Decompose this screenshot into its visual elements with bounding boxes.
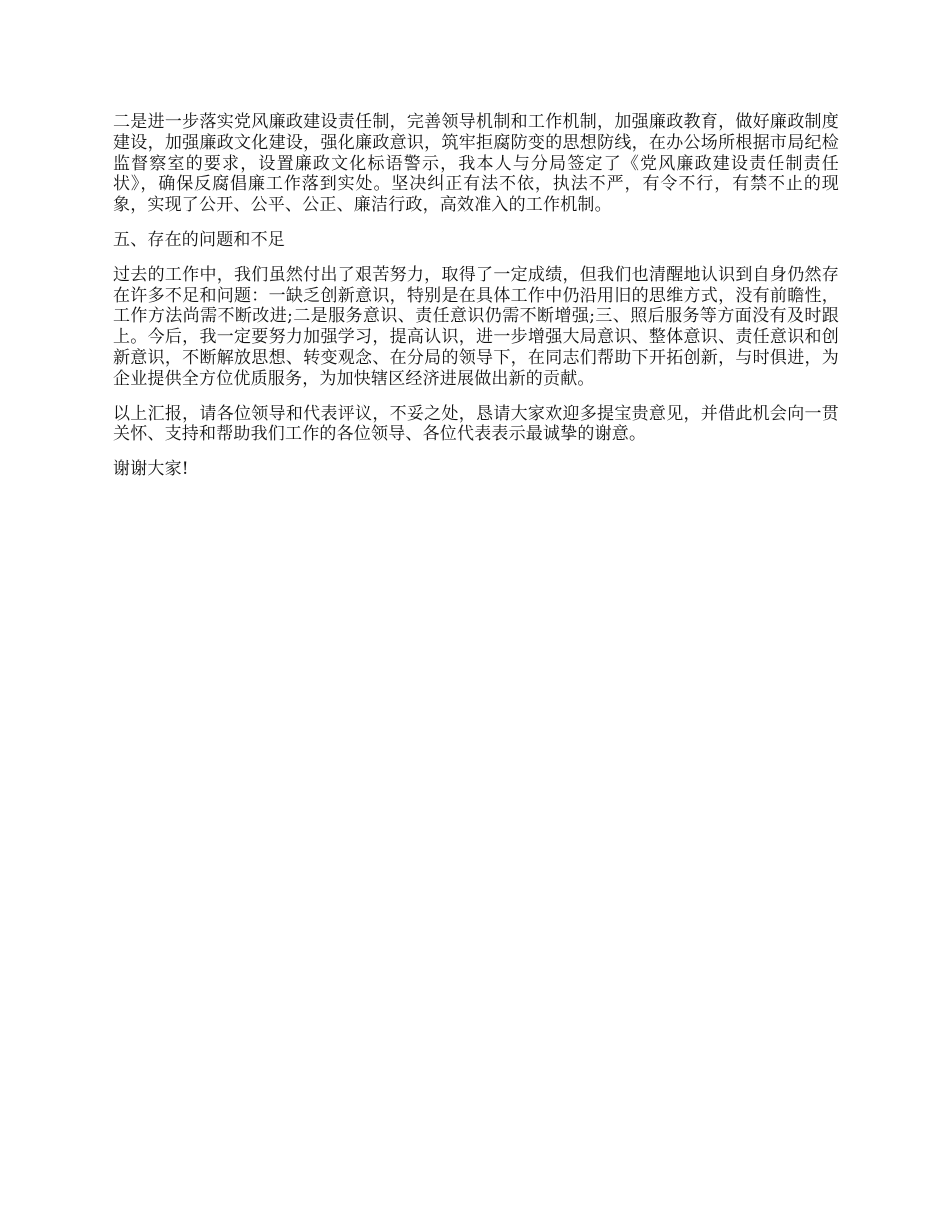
section-heading-problems: 五、存在的问题和不足 [113, 229, 285, 250]
closing-thanks: 谢谢大家! [113, 459, 189, 480]
paragraph-shortcomings: 过去的工作中，我们虽然付出了艰苦努力，取得了一定成绩，但我们也清醒地认识到自身仍然存在许多不足和问题：一缺乏创新意识，特别是在具体工作中仍沿用旧的思维方式，没有前瞻性，工作方法尚需不断改进;二是服务意识、责任意识仍需不断增强;三、照后服务等方面没有及时跟上。今后，我一定要努力加强学习，提高认识，进一步增强大局意识、整体意识、责任意识和创新意识，不断解放思想、转变观念、在分局的领导下，在同志们帮助下开拓创新，与时俱进，为企业提供全方位优质服务，为加快辖区经济进展做出新的贡献。 [113, 264, 839, 389]
paragraph-responsibility-system: 二是进一步落实党风廉政建设责任制，完善领导机制和工作机制，加强廉政教育，做好廉政制度建设，加强廉政文化建设，强化廉政意识，筑牢拒腐防变的思想防线，在办公场所根据市局纪检监督察室的要求，设置廉政文化标语警示，我本人与分局签定了《党风廉政建设责任制责任状》，确保反腐倡廉工作落到实处。坚决纠正有法不依，执法不严，有令不行，有禁不止的现象，实现了公开、公平、公正、廉洁行政，高效准入的工作机制。 [113, 112, 839, 216]
paragraph-request-feedback: 以上汇报，请各位领导和代表评议，不妥之处，恳请大家欢迎多提宝贵意见，并借此机会向一贯关怀、支持和帮助我们工作的各位领导、各位代表表示最诚挚的谢意。 [113, 403, 839, 445]
document-body [113, 112, 839, 480]
